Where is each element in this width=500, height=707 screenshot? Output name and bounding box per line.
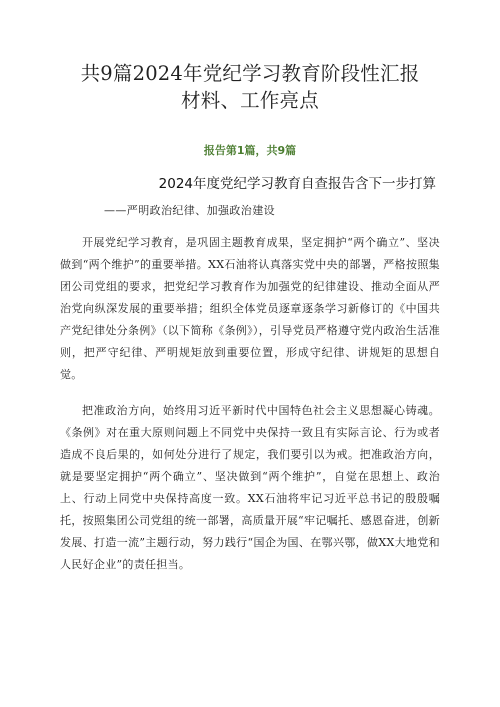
report-title: 2024年度党纪学习教育自查报告含下一步打算 (158, 176, 436, 192)
report-subtitle: ——严明政治纪律、加强政治建设 (104, 204, 275, 217)
body-paragraph-1: 开展党纪学习教育，是巩固主题教育成果，坚定拥护“两个确立”、坚决做到“两个维护”的重要举措。XX石油将认真落实党中央的部署，严格按照集团公司党组的要求，把党纪学习教育作为加强党的纪律建设、推动全面从严治党向纵深发展的重要举措；组织全体党员逐章逐条学习新修订的《中国共产党纪律处分条例》（以下简称《条例》），引导党员严格遵守党内政治生活准则，把严守纪律、严明规矩放到重要位置，形成守纪律、讲规矩的思想自觉。 (60, 236, 440, 381)
body-paragraph-2: 把准政治方向，始终用习近平新时代中国特色社会主义思想凝心铸魂。《条例》对在重大原则问题上不同党中央保持一致且有实际言论、行为或者造成不良后果的，如何处分进行了规定，我们要引以为戒。把准政治方向，就是要坚定拥护“两个确立”、坚决做到“两个维护”，自觉在思想上、政治上、行动上同党中央保持高度一致。XX石油将牢记习近平总书记的殷殷嘱托，按照集团公司党组的统一部署，高质量开展“牢记嘱托、感恩奋进，创新发展、打造一流”主题行动，努力践行“国企为国、在鄂兴鄂，做XX大地党和人民好企业”的责任担当。 (60, 404, 440, 571)
report-counter-tag: 报告第1篇，共9篇 (203, 144, 297, 157)
document-title: 共9篇2024年党纪学习教育阶段性汇报材料、工作亮点 (80, 62, 420, 112)
